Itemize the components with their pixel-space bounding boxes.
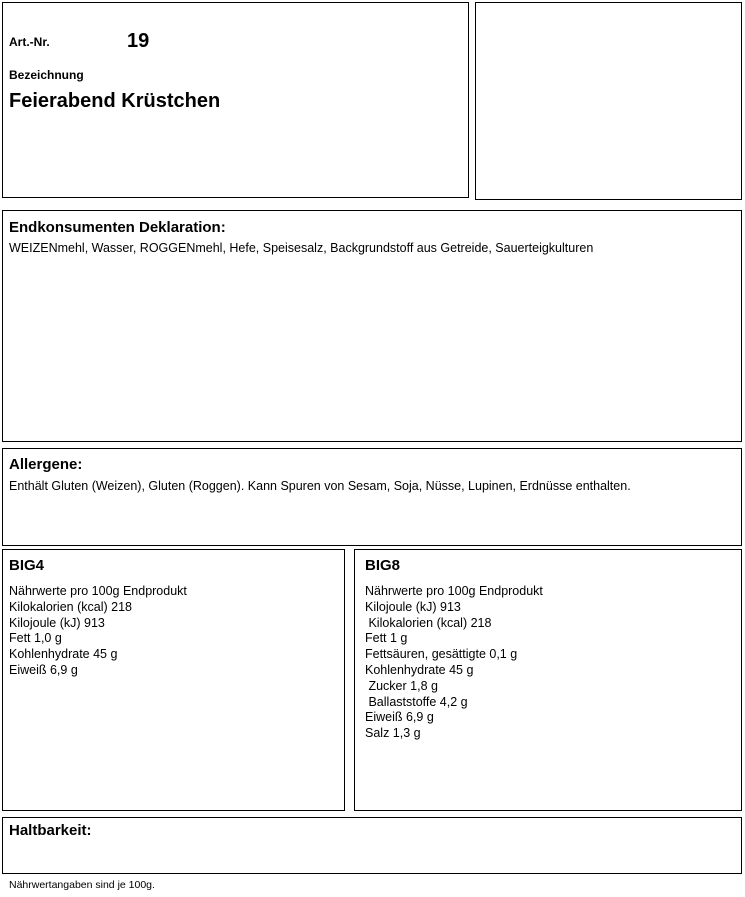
- nutrition-line: Kilojoule (kJ) 913: [9, 615, 105, 630]
- nutrition-line: Fett 1 g: [365, 631, 408, 646]
- nutrition-line: Kohlenhydrate 45 g: [365, 662, 474, 677]
- nutrition-line: Nährwerte pro 100g Endprodukt: [365, 584, 543, 598]
- nutrition-line: Kilojoule (kJ) 913: [365, 599, 461, 614]
- declaration-title: Endkonsumenten Deklaration:: [9, 219, 226, 236]
- nutrition-line: Zucker 1,8 g: [365, 678, 438, 693]
- nutrition-line: Eiweiß 6,9 g: [9, 662, 78, 677]
- big8-nutrition-list: [365, 584, 543, 742]
- big8-title: BIG8: [365, 557, 401, 574]
- product-name: Feierabend Krüstchen: [9, 90, 221, 112]
- allergens-box: [2, 448, 742, 546]
- article-number-label: Art.-Nr.: [9, 35, 50, 49]
- nutrition-line: Fettsäuren, gesättigte 0,1 g: [365, 647, 518, 662]
- nutrition-line: Salz 1,3 g: [365, 726, 421, 741]
- big4-nutrition-list: [9, 584, 187, 679]
- nutrition-line: Eiweiß 6,9 g: [365, 710, 434, 725]
- nutrition-line: Kohlenhydrate 45 g: [9, 647, 118, 662]
- declaration-text: WEIZENmehl, Wasser, ROGGENmehl, Hefe, Speisesalz, Backgrundstoff aus Getreide, Sauerteigkulturen: [9, 241, 594, 255]
- nutrition-line: Kilokalorien (kcal) 218: [365, 615, 492, 630]
- nutrition-line: Ballaststoffe 4,2 g: [365, 694, 468, 709]
- allergens-title: Allergene:: [9, 456, 83, 473]
- shelf-life-title: Haltbarkeit:: [9, 822, 92, 839]
- nutrition-line: Kilokalorien (kcal) 218: [9, 599, 132, 614]
- shelf-life-box: [2, 817, 742, 874]
- big4-title: BIG4: [9, 557, 45, 574]
- image-placeholder-box: [475, 2, 742, 200]
- allergens-text: Enthält Gluten (Weizen), Gluten (Roggen). Kann Spuren von Sesam, Soja, Nüsse, Lupinen, Erdnüsse enthalten.: [9, 479, 631, 493]
- article-number-value: 19: [127, 30, 150, 52]
- nutrition-line: Nährwerte pro 100g Endprodukt: [9, 584, 187, 598]
- nutrition-line: Fett 1,0 g: [9, 631, 62, 646]
- designation-label: Bezeichnung: [9, 68, 84, 82]
- footnote: Nährwertangaben sind je 100g.: [9, 879, 155, 891]
